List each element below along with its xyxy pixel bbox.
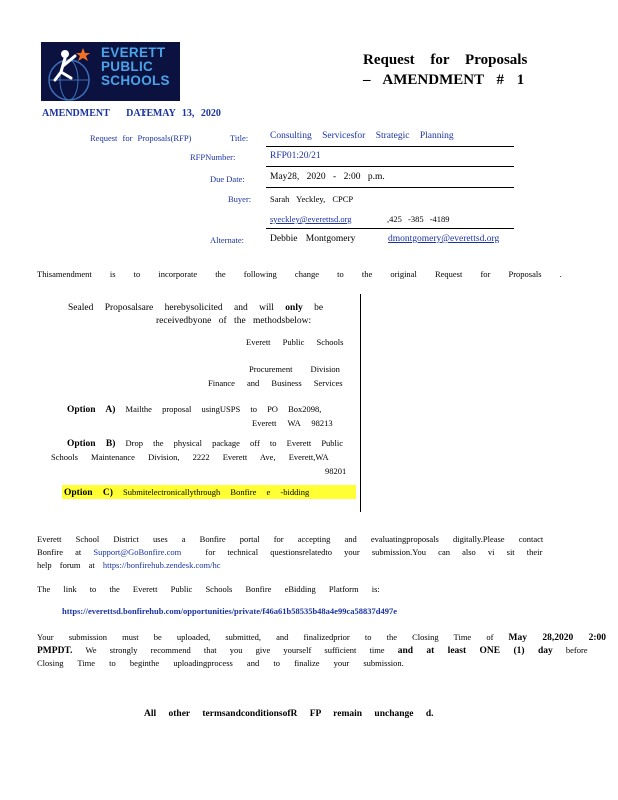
para3-line-3: Closing Time to beginthe uploadingprocess and to finalize your submission. — [37, 658, 404, 668]
box-line-1-only: only — [285, 303, 303, 313]
rfp-number-value: RFP01:20/21 — [270, 151, 321, 161]
title-rule — [266, 146, 514, 147]
amendment-date-label: AMENDMENT DATE — [42, 108, 154, 119]
para1-line-2c: for technical questionsrelatedto your submission.You can also vi sit their — [205, 547, 543, 557]
box-line-1a: Sealed Proposalsare herebysolicited and will — [68, 303, 274, 313]
box-line-2: receivedbyone of the methodsbelow: — [156, 316, 312, 326]
option-b-line-3: 98201 — [325, 466, 347, 476]
support-email-link[interactable]: Support@GoBonfire.com — [93, 547, 182, 557]
buyer-label: Buyer: — [228, 194, 252, 204]
intro-text: Thisamendment is to incorporate the following change to the original Request for Proposals . — [37, 269, 562, 279]
box-line-1 — [68, 303, 323, 313]
option-b-line-2: Schools Maintenance Division, 2222 Everett Ave, Everett,WA — [51, 452, 329, 462]
buyer-email-link[interactable]: syeckley@everettsd.org — [270, 214, 352, 224]
option-c-text: Submitelectronicallythrough Bonfire e -bidding — [123, 487, 310, 497]
para3-line-1 — [37, 632, 606, 643]
rfp-number-label: RFPNumber: — [190, 152, 236, 162]
amendment-date-value: : MAY 13, 2020 — [143, 108, 221, 119]
option-a-line-1: Mailthe proposal usingUSPS to PO Box2098, — [125, 404, 322, 414]
page-title-line-2: – AMENDMENT # 1 — [363, 72, 525, 88]
due-date-rule — [266, 187, 514, 188]
para3-closing-date: May 28,2020 2:00 — [508, 633, 607, 643]
para3-line-2d: before — [565, 645, 588, 655]
alternate-email-link[interactable]: dmontgomery@everettsd.org — [388, 234, 500, 244]
due-date-value: May28, 2020 - 2:00 p.m. — [270, 172, 385, 182]
para3-line-1a: Your submission must be uploaded, submitted, and finalizedprior to the Closing Time of — [37, 632, 494, 642]
option-c-label: Option C) — [64, 488, 113, 498]
option-b — [67, 438, 343, 449]
para1-line-3 — [37, 560, 220, 570]
alternate-label: Alternate: — [210, 235, 244, 245]
option-a-line-2: Everett WA 98213 — [252, 418, 333, 428]
option-a-label: Option A) — [67, 405, 116, 415]
closing-statement: All other termsandconditionsofR FP remain unchange d. — [144, 709, 434, 719]
buyer-name: Sarah Yeckley, CPCP — [270, 194, 354, 204]
para1-line-1: Everett School District uses a Bonfire portal for accepting and evaluatingproposals digitally.Please contact — [37, 534, 544, 544]
logo-line-1: EVERETT — [101, 45, 166, 60]
para3-line-2 — [37, 645, 588, 656]
due-date-label: Due Date: — [210, 174, 245, 184]
rfp-number-rule — [266, 166, 514, 167]
rfp-label: Request for Proposals(RFP) — [90, 133, 192, 143]
para1-help-forum: help forum at — [37, 560, 95, 570]
buyer-rule — [266, 228, 514, 229]
box-line-5: Finance and Business Services — [208, 378, 343, 388]
help-forum-link[interactable]: https://bonfirehub.zendesk.com/hc — [102, 560, 221, 570]
page-title-line-1: Request for Proposals — [363, 52, 528, 68]
para3-pmpdt: PMPDT. — [37, 646, 73, 656]
logo-line-3: SCHOOLS — [101, 73, 170, 88]
box-line-3: Everett Public Schools — [246, 337, 344, 347]
title-value: Consulting Servicesfor Strategic Planning — [270, 131, 454, 141]
para2-text: The link to the Everett Public Schools Bonfire eBidding Platform is: — [37, 584, 380, 594]
para3-line-2b: We strongly recommend that you give yourself sufficient time — [85, 645, 385, 655]
option-b-label: Option B) — [67, 439, 116, 449]
box-line-1c: be — [314, 303, 324, 313]
alternate-name: Debbie Montgomery — [270, 234, 356, 244]
option-b-line-1: Drop the physical package off to Everett Public — [125, 438, 344, 448]
option-c — [64, 487, 309, 498]
box-right-border — [360, 294, 361, 512]
title-label: Title: — [230, 133, 249, 143]
option-a — [67, 404, 321, 415]
figure-globe-icon — [41, 42, 101, 101]
logo-line-2: PUBLIC — [101, 59, 154, 74]
para3-one-day: and at least ONE (1) day — [397, 646, 553, 656]
para1-line-2 — [37, 547, 542, 557]
buyer-phone: ,425 -385 -4189 — [387, 214, 450, 224]
district-logo — [41, 42, 180, 101]
para1-bonfire-at: Bonfire at — [37, 547, 82, 557]
bonfire-platform-link[interactable]: https://everettsd.bonfirehub.com/opportunities/private/f46a61b58535b48a4e99ca58837d497e — [62, 606, 397, 616]
box-line-4: Procurement Division — [249, 364, 340, 374]
